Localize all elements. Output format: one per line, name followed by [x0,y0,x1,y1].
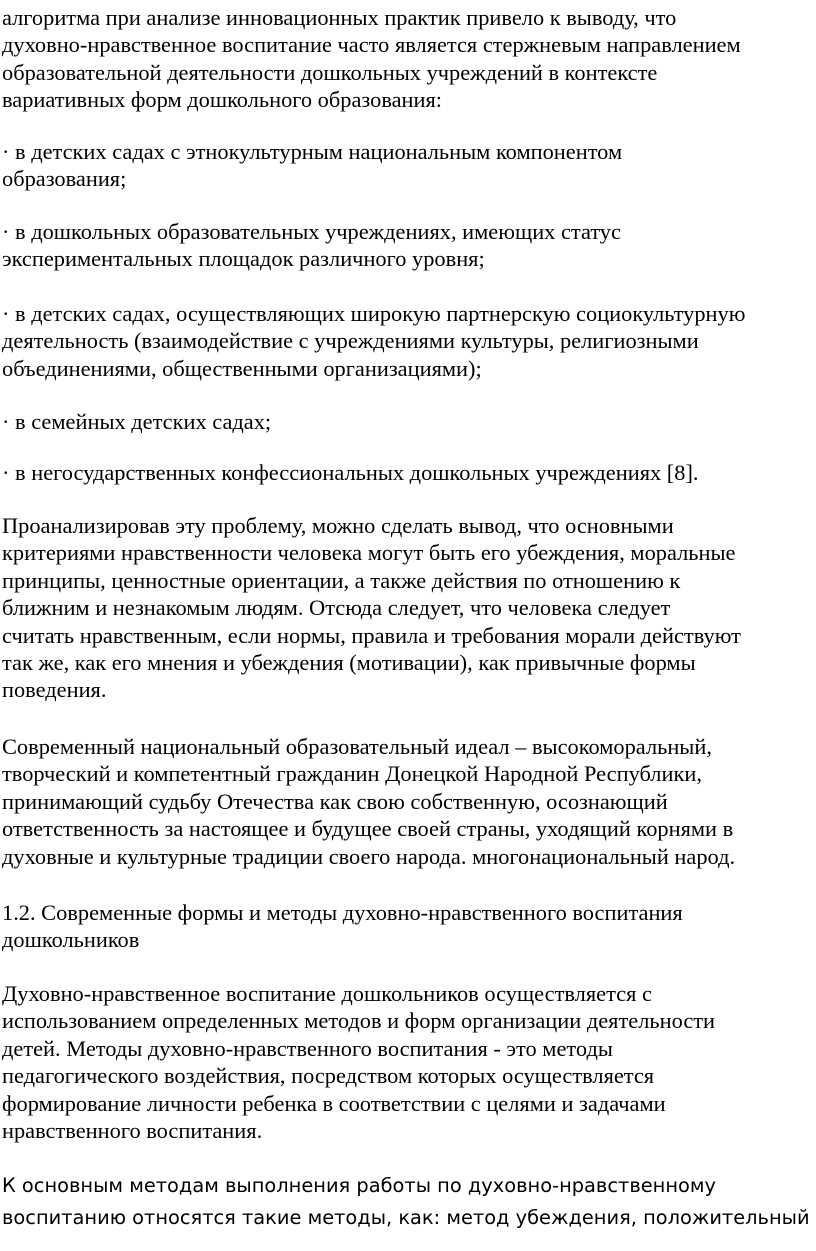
paragraph-criteria [2,512,816,704]
text-line: · в детских садах с этнокультурным национальным компонентом [2,139,623,164]
list-item-partnership [2,300,816,382]
text-line: Проанализировав эту проблему, можно сделать вывод, что основными [2,513,674,538]
paragraph-methods [2,980,816,1144]
text-line: · в дошкольных образовательных учреждениях, имеющих статус [2,219,621,244]
text-line: ответственность за настоящее и будущее своей страны, уходящий корнями в [2,816,734,842]
list-item-ethnocultural [2,138,816,193]
text-line: образовательной деятельности дошкольных учреждений в контексте [2,59,658,85]
text-line: так же, как его мнения и убеждения (мотивации), как привычные формы [2,650,696,676]
text-line: использованием определенных методов и форм организации деятельности [2,1008,716,1034]
text-line: К основным методам выполнения работы по духовно-нравственному [2,1174,716,1197]
paragraph-main-methods [2,1170,816,1234]
text-line: критериями нравственности человека могут быть его убеждения, моральные [2,540,736,566]
text-line: · в семейных детских садах; [2,409,272,434]
text-line: объединениями, общественными организациями); [2,355,482,381]
section-heading [2,899,816,954]
text-line: поведения. [2,677,107,703]
text-line: воспитанию относятся такие методы, как: метод убеждения, положительный [2,1206,810,1229]
text-line: принимающий судьбу Отечества как свою собственную, осознающий [2,788,668,814]
text-line: считать нравственным, если нормы, правила и требования морали действуют [2,622,741,648]
list-item-experimental [2,218,816,273]
paragraph-ideal [2,733,816,870]
text-line: образования; [2,166,127,192]
text-line: Духовно-нравственное воспитание дошкольников осуществляется с [2,981,652,1006]
text-line: принципы, ценностные ориентации, а также действия по отношению к [2,567,681,593]
text-line: · в негосударственных конфессиональных дошкольных учреждениях [8]. [2,460,699,485]
text-line: нравственного воспитания. [2,1118,263,1144]
paragraph-intro [2,4,816,114]
text-line: · в детских садах, осуществляющих широкую партнерскую социокультурную [2,301,746,326]
text-line: Современный национальный образовательный идеал – высокоморальный, [2,734,712,759]
text-line: дошкольников [2,927,140,953]
text-line: 1.2. Современные формы и методы духовно-нравственного воспитания [2,900,683,925]
text-line: творческий и компетентный гражданин Донецкой Народной Республики, [2,761,702,787]
text-line: экспериментальных площадок различного уровня; [2,246,485,272]
text-line: формирование личности ребенка в соответствии с целями и задачами [2,1090,666,1116]
text-line: вариативных форм дошкольного образования: [2,87,443,113]
text-line: духовные и культурные традиции своего народа. многонациональный народ. [2,843,736,869]
text-line: детей. Методы духовно-нравственного воспитания - это методы [2,1035,613,1061]
text-line: деятельность (взаимодействие с учреждениями культуры, религиозными [2,328,699,354]
list-item-family [2,408,816,435]
text-line: ближним и незнакомым людям. Отсюда следует, что человека следует [2,595,671,621]
text-line: алгоритма при анализе инновационных практик привело к выводу, что [2,5,677,30]
text-line: педагогического воздействия, посредством которых осуществляется [2,1063,655,1089]
list-item-confessional [2,459,816,486]
text-line: духовно-нравственное воспитание часто является стержневым направлением [2,32,741,58]
